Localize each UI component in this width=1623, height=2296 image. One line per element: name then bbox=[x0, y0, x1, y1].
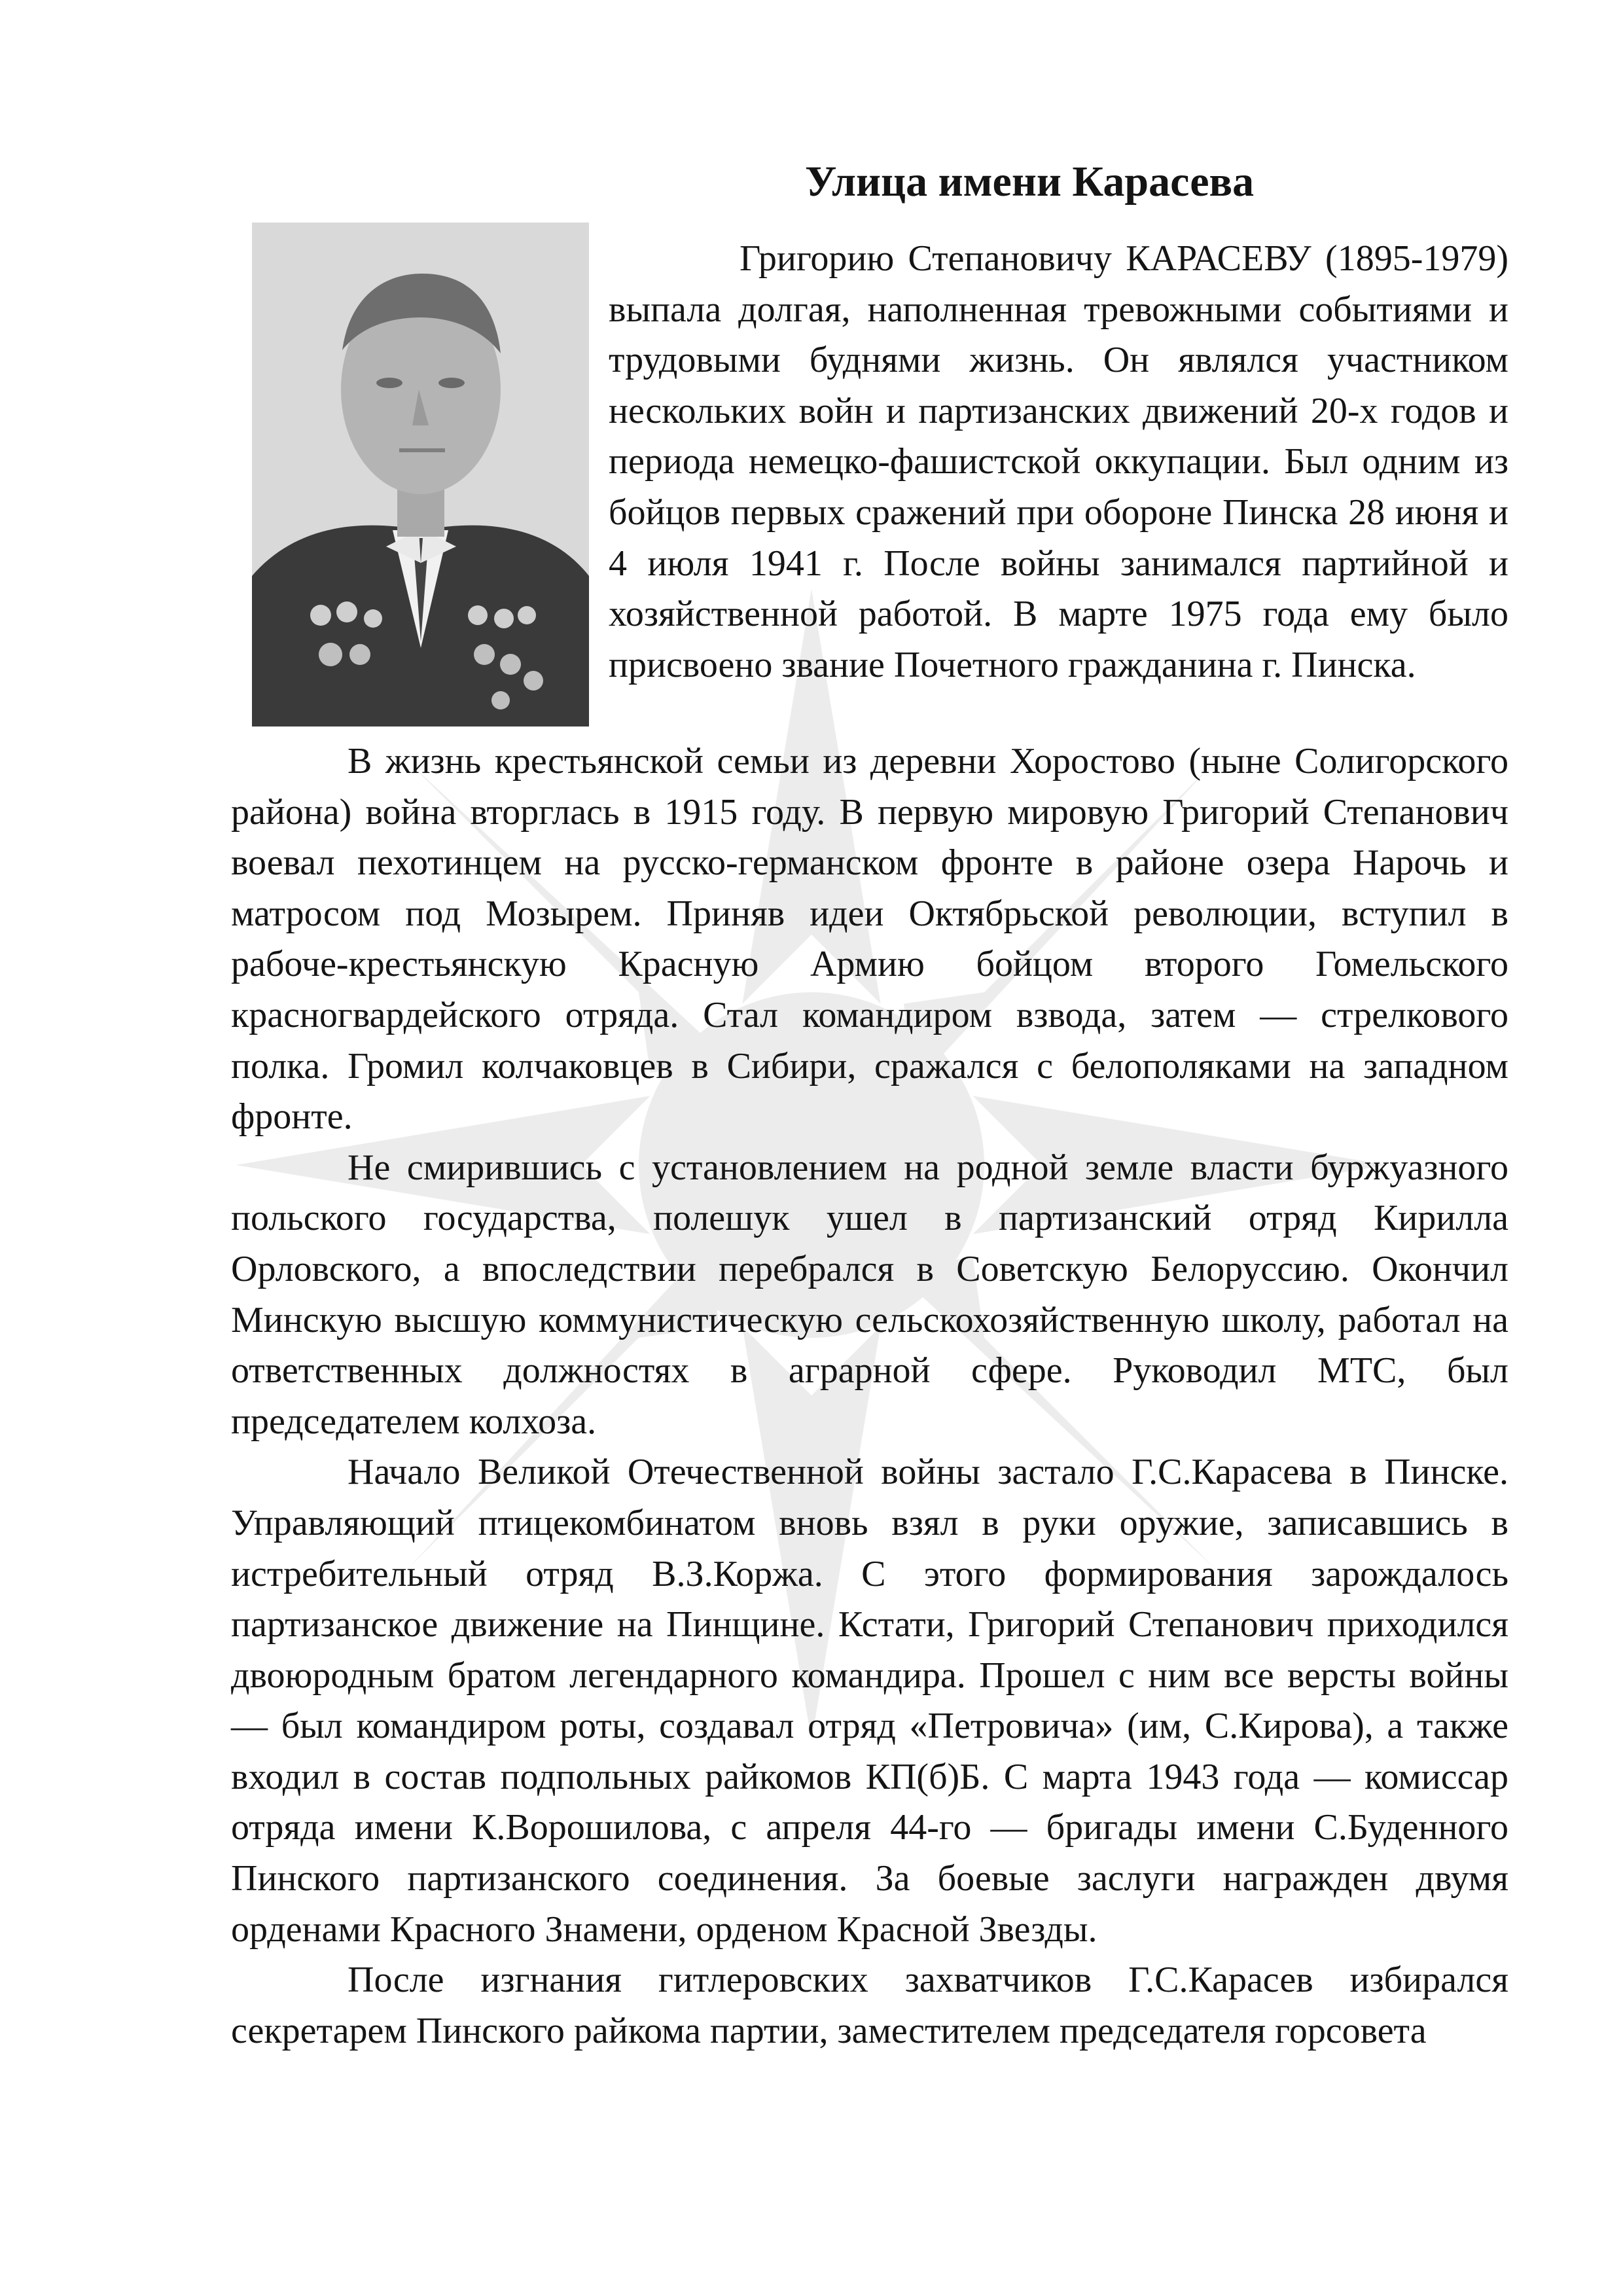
intro-text bbox=[609, 234, 1508, 691]
paragraph: Не смирившись с установлением на родной земле власти буржуазного польского государства, полешук ушел в партизанский отряд Кирилла Орловского, а впоследствии перебрался в Советскую Белоруссию. Окончил Минскую высшую коммунистическую сельскохозяйственную школу, работал на ответственных должностях в аграрной сфере. Руководил МТС, был председателем колхоза. bbox=[231, 1147, 1508, 1442]
paragraph: В жизнь крестьянской семьи из деревни Хоростово (ныне Солигорского района) война вторглась в 1915 году. В первую мировую Григорий Степанович воевал пехотинцем на русско-германском фронте в районе озера Нарочь и матросом под Мозырем. Приняв идеи Октябрьской революции, вступил в рабоче-крестьянскую Красную Армию бойцом второго Гомельского красногвардейского отряда. Стал командиром взвода, затем — стрелкового полка. Громил колчаковцев в Сибири, сражался с белополяками на западном фронте. bbox=[231, 741, 1508, 1138]
portrait-photo bbox=[252, 223, 589, 726]
paragraph: Начало Великой Отечественной войны застало Г.С.Карасева в Пинске. Управляющий птицекомбинатом вновь взял в руки оружие, записавшись в истребительный отряд В.З.Коржа. С этого формирования зарождалось партизанское движение на Пинщине. Кстати, Григорий Степанович приходился двоюродным братом легендарного командира. Прошел с ним все версты войны — был командиром роты, создавал отряд «Петровича» (им, С.Кирова), а также входил в состав подпольных райкомов КП(б)Б. С марта 1943 года — комиссар отряда имени К.Ворошилова, с апреля 44-го — бригады имени С.Буденного Пинского партизанского соединения. За боевые заслуги награжден двумя орденами Красного Знамени, орденом Красной Звезды. bbox=[231, 1452, 1508, 1950]
paragraph: Григорию Степановичу КАРАСЕВУ (1895-1979) выпала долгая, наполненная тревожными событиями и трудовыми буднями жизнь. Он являлся участником нескольких войн и партизанских движений 20-х годов и периода немецко-фашистской оккупации. Был одним из бойцов первых сражений при обороне Пинска 28 июня и 4 июля 1941 г. После войны занимался партийной и хозяйственной работой. В марте 1975 года ему было присвоено звание Почетного гражданина г. Пинска. bbox=[609, 238, 1508, 685]
page-title: Улица имени Карасева bbox=[805, 158, 1255, 206]
paragraph: После изгнания гитлеровских захватчиков Г.С.Карасев избирался секретарем Пинского райкома партии, заместителем председателя горсовета bbox=[231, 1960, 1508, 2051]
main-text bbox=[231, 736, 1508, 2056]
